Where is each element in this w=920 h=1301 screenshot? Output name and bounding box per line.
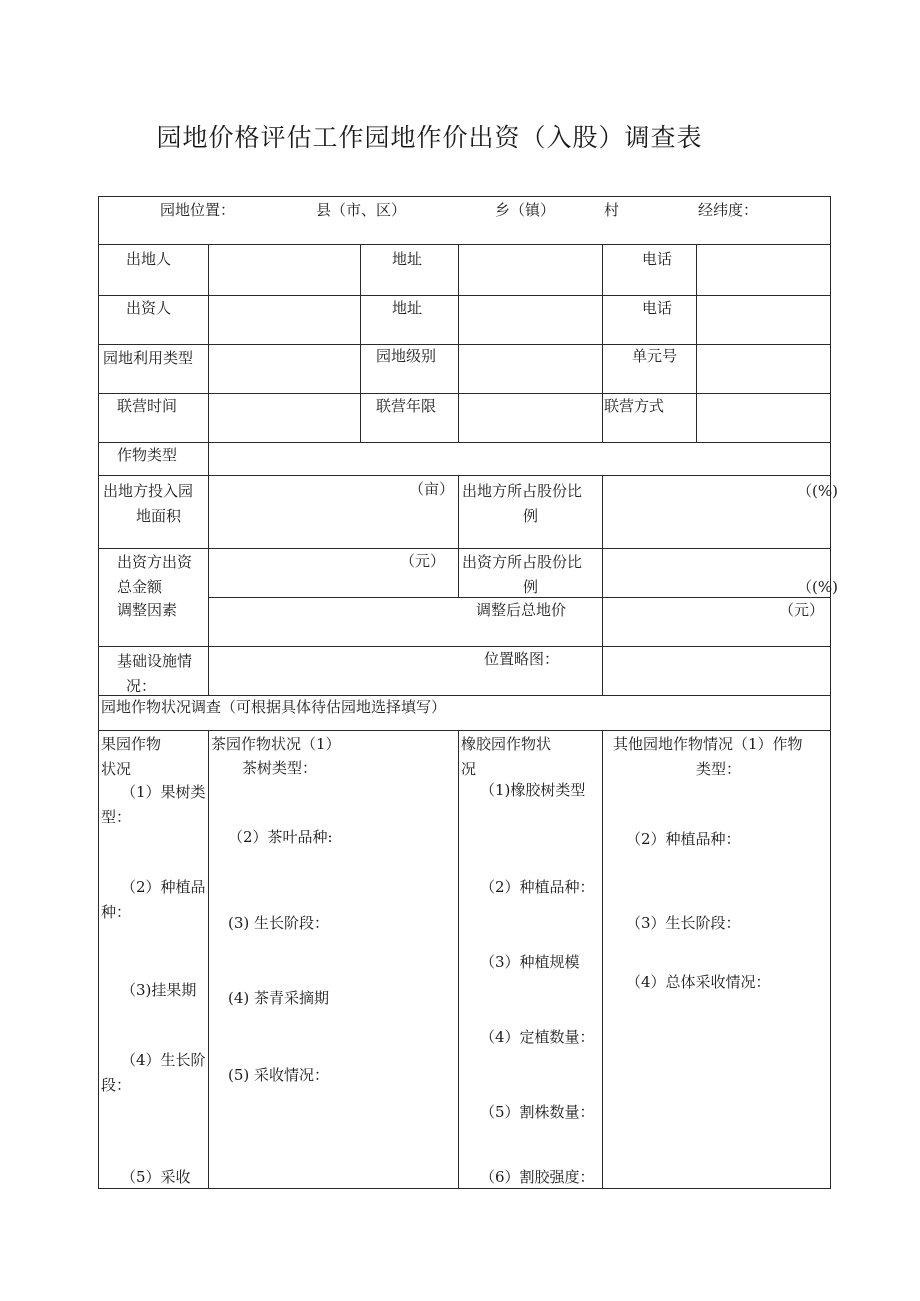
tea-title: 茶园作物状况（1） bbox=[211, 735, 341, 753]
rubber-title-line2: 况 bbox=[461, 760, 477, 778]
orchard-item-1-line2: 型： bbox=[101, 808, 132, 826]
rubber-item-3: （3）种植规模 bbox=[480, 953, 580, 971]
table-line bbox=[602, 475, 603, 696]
orchard-title: 果园作物 bbox=[101, 735, 162, 753]
yuan-unit-label: （元） bbox=[779, 601, 825, 619]
joint-years-label: 联营年限 bbox=[376, 397, 437, 415]
rubber-item-2: （2）种植品种： bbox=[480, 878, 595, 896]
orchard-item-4: （4）生长阶 bbox=[121, 1051, 206, 1069]
page-title: 园地价格评估工作园地作价出资（入股）调查表 bbox=[156, 123, 703, 152]
rubber-item-6: （6）割胶强度： bbox=[480, 1168, 595, 1186]
coordinates-label: 经纬度： bbox=[698, 201, 759, 219]
rubber-title: 橡胶园作物状 bbox=[461, 735, 552, 753]
investor-amount-label: 出资方出资 bbox=[117, 553, 193, 571]
address-label: 地址 bbox=[392, 250, 423, 268]
rubber-item-5: （5）割株数量： bbox=[480, 1103, 595, 1121]
table-line bbox=[830, 196, 831, 1189]
township-label: 乡（镇） bbox=[495, 201, 556, 219]
table-line bbox=[458, 475, 459, 597]
table-line bbox=[98, 1188, 831, 1189]
land-provider-label: 出地人 bbox=[126, 250, 172, 268]
joint-mode-label: 联营方式 bbox=[604, 397, 665, 415]
county-label: 县（市、区） bbox=[316, 201, 407, 219]
table-line bbox=[602, 244, 603, 443]
table-line bbox=[208, 244, 209, 696]
orchard-item-2-line2: 种： bbox=[101, 903, 132, 921]
tea-item-4: (4) 茶青采摘期 bbox=[228, 989, 330, 1007]
rubber-item-4: （4）定植数量： bbox=[480, 1028, 595, 1046]
percent-unit-label: （(%) bbox=[797, 578, 838, 596]
joint-time-label: 联营时间 bbox=[117, 397, 178, 415]
address-label: 地址 bbox=[392, 299, 423, 317]
investor-share-label-line2: 例 bbox=[523, 578, 539, 596]
tea-item-1: 茶树类型： bbox=[242, 759, 318, 777]
unit-number-label: 单元号 bbox=[632, 347, 678, 365]
other-title: 其他园地作物情况（1）作物 bbox=[613, 735, 803, 753]
table-line bbox=[696, 244, 697, 443]
land-use-type-label: 园地利用类型 bbox=[103, 349, 194, 367]
rubber-item-1: （1)橡胶树类型 bbox=[480, 781, 586, 799]
land-grade-label: 园地级别 bbox=[376, 347, 437, 365]
provider-share-label: 出地方所占股份比 bbox=[462, 482, 583, 500]
orchard-item-5: （5）采收 bbox=[121, 1168, 191, 1186]
phone-label: 电话 bbox=[642, 299, 673, 317]
phone-label: 电话 bbox=[642, 250, 673, 268]
location-label: 园地位置： bbox=[160, 201, 236, 219]
table-line bbox=[360, 244, 361, 443]
other-item-4: （4）总体采收情况： bbox=[626, 973, 771, 991]
other-item-2: （2）种植品种： bbox=[626, 830, 741, 848]
provider-area-label-line2: 地面积 bbox=[136, 507, 182, 525]
orchard-item-2: （2）种植品 bbox=[121, 878, 206, 896]
location-sketch-label: 位置略图： bbox=[484, 650, 560, 668]
crop-type-label: 作物类型 bbox=[117, 446, 178, 464]
table-line bbox=[458, 730, 459, 1188]
infrastructure-label-line2: 况： bbox=[126, 677, 157, 695]
investor-label: 出资人 bbox=[126, 299, 172, 317]
yuan-unit-label: （元） bbox=[400, 552, 446, 570]
orchard-item-4-line2: 段： bbox=[101, 1076, 132, 1094]
tea-item-2: （2）茶叶品种: bbox=[228, 828, 333, 846]
table-line bbox=[602, 730, 603, 1188]
adjusted-price-label: 调整后总地价 bbox=[476, 601, 567, 619]
investor-share-label: 出资方所占股份比 bbox=[462, 553, 583, 571]
other-title-line2: 类型： bbox=[696, 760, 742, 778]
tea-item-5: (5) 采收情况： bbox=[228, 1066, 330, 1084]
tea-item-3: (3) 生长阶段： bbox=[228, 914, 330, 932]
table-line bbox=[208, 730, 209, 1188]
adjust-factor-label: 调整因素 bbox=[117, 601, 178, 619]
percent-unit-label: （(%) bbox=[797, 482, 838, 500]
provider-area-label: 出地方投入园 bbox=[103, 482, 194, 500]
village-label: 村 bbox=[604, 201, 620, 219]
other-item-3: （3）生长阶段： bbox=[626, 914, 741, 932]
table-line bbox=[98, 196, 99, 1189]
orchard-item-1: （1）果树类 bbox=[121, 783, 206, 801]
orchard-item-3: （3)挂果期 bbox=[121, 981, 197, 999]
area-unit-label: （亩） bbox=[409, 480, 455, 498]
survey-header: 园地作物状况调查（可根据具体待估园地选择填写） bbox=[101, 698, 447, 716]
provider-share-label-line2: 例 bbox=[523, 507, 539, 525]
table-line bbox=[458, 244, 459, 443]
investor-amount-label-line2: 总金额 bbox=[117, 578, 163, 596]
infrastructure-label: 基础设施情 bbox=[117, 652, 193, 670]
orchard-title-line2: 状况 bbox=[101, 760, 132, 778]
